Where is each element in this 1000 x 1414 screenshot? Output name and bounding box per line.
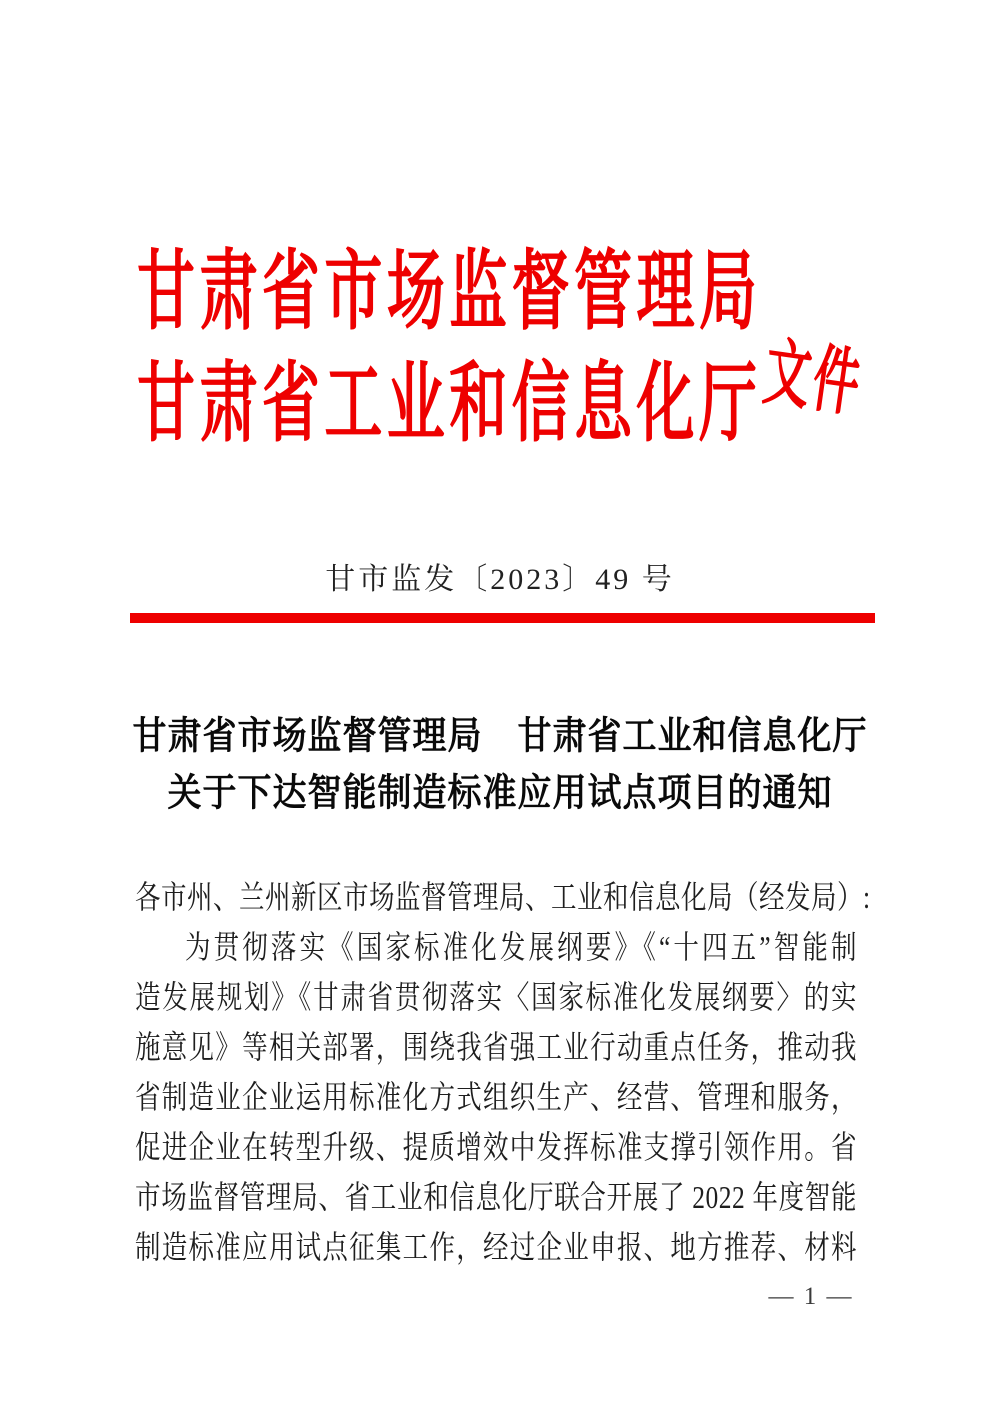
document-number: 甘市监发〔2023〕49 号 — [325, 563, 675, 596]
document-body — [135, 873, 871, 1273]
body-line: 省制造业企业运用标准化方式组织生产、经营、管理和服务， — [135, 1079, 857, 1116]
body-salutation-line: 各市州、兰州新区市场监督管理局、工业和信息化局（经发局）: — [135, 879, 871, 916]
title-line-1: 甘肃省市场监督管理局 甘肃省工业和信息化厅 — [132, 715, 868, 758]
body-line: 造发展规划》《甘肃省贯彻落实〈国家标准化发展纲要〉的实 — [135, 979, 857, 1016]
red-separator-line — [130, 613, 875, 623]
body-line: 施意见》等相关部署，围绕我省强工业行动重点任务，推动我 — [135, 1029, 857, 1066]
body-line: 促进企业在转型升级、提质增效中发挥标准支撑引领作用。省 — [135, 1129, 857, 1166]
document-title — [0, 708, 1000, 822]
title-line-2: 关于下达智能制造标准应用试点项目的通知 — [167, 772, 833, 815]
letterhead-suffix-wenjian: 文件 — [759, 331, 868, 426]
body-line: 制造标准应用试点征集工作，经过企业申报、地方推荐、材料 — [135, 1229, 857, 1266]
letterhead-line-2: 甘肃省工业和信息化厅 — [137, 355, 757, 453]
page-number: — 1 — — [768, 1283, 854, 1310]
letterhead-line-1: 甘肃省市场监督管理局 — [137, 243, 757, 341]
body-line: 市场监督管理局、省工业和信息化厅联合开展了 2022 年度智能 — [135, 1179, 857, 1216]
body-line: 为贯彻落实《国家标准化发展纲要》《“十四五”智能制 — [185, 929, 857, 966]
